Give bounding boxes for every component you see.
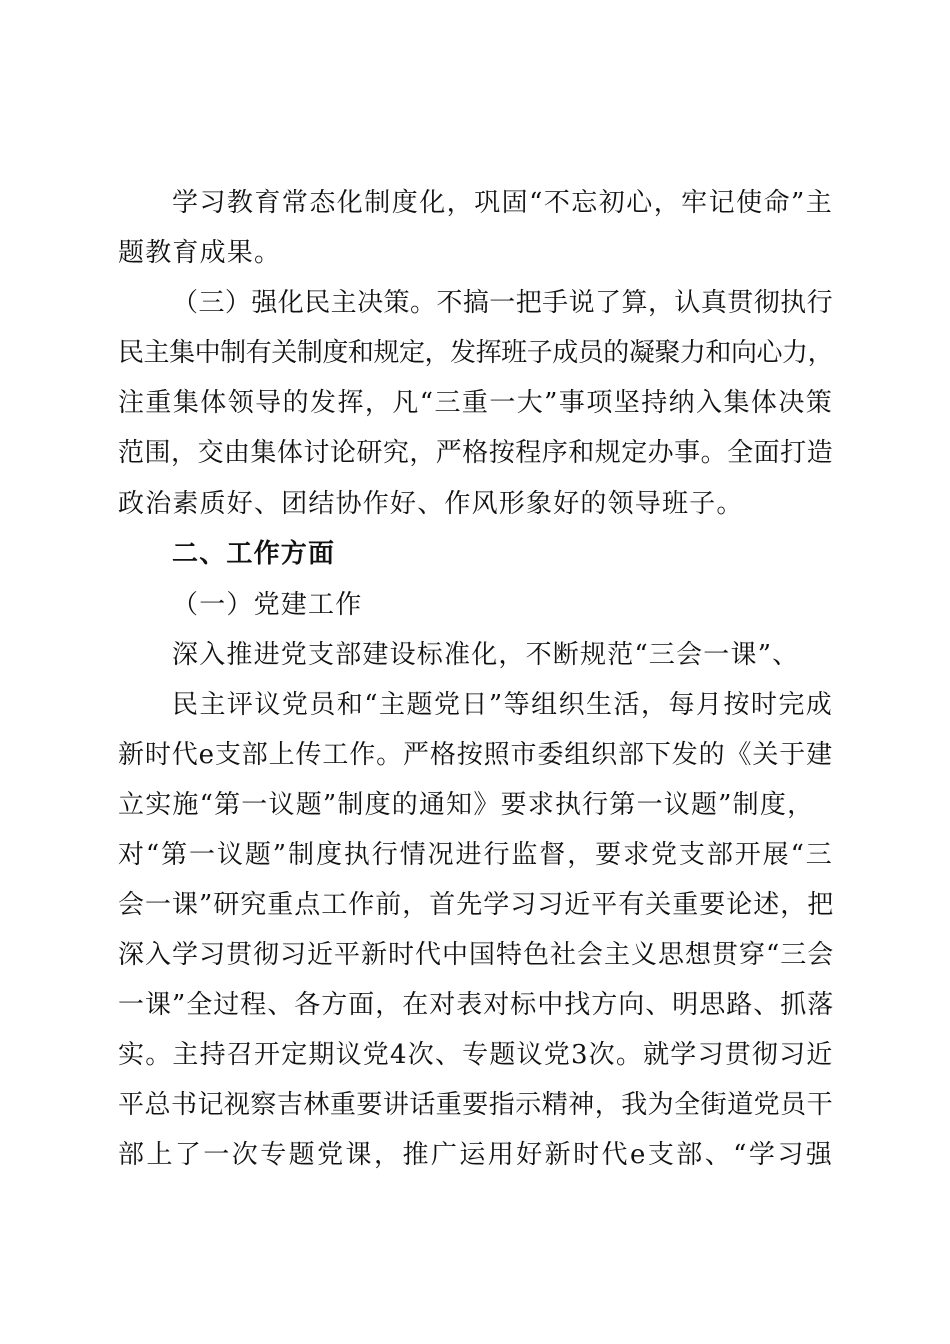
paragraph-line: 政治素质好、团结协作好、作风形象好的领导班子。 <box>118 489 744 519</box>
paragraph-line: 平总书记视察吉林重要讲话重要指示精神，我为全街道党员干 <box>118 1090 833 1120</box>
paragraph-line: 深入推进党支部建设标准化，不断规范“三会一课”、 <box>172 640 800 670</box>
paragraph-line: 范围，交由集体讨论研究，严格按程序和规定办事。全面打造 <box>118 438 833 468</box>
paragraph-line: 部上了一次专题党课，推广运用好新时代e支部、“学习强 <box>118 1140 833 1170</box>
paragraph-line: 民主评议党员和“主题党日”等组织生活，每月按时完成 <box>172 690 833 720</box>
subsection-heading: （一）党建工作 <box>172 590 363 620</box>
paragraph-line: 立实施“第一议题”制度的通知》要求执行第一议题”制度， <box>118 790 815 820</box>
paragraph-line: 深入学习贯彻习近平新时代中国特色社会主义思想贯穿“三会 <box>118 940 835 970</box>
paragraph-line: 对“第一议题”制度执行情况进行监督，要求党支部开展“三 <box>118 840 833 870</box>
paragraph-line: 新时代e支部上传工作。严格按照市委组织部下发的《关于建 <box>118 740 833 770</box>
paragraph-line: 民主集中制有关制度和规定，发挥班子成员的凝聚力和向心力， <box>118 338 833 368</box>
section-subheading-line: （三）强化民主决策。不搞一把手说了算，认真贯彻执行 <box>172 288 833 318</box>
paragraph-line: 题教育成果。 <box>118 238 282 268</box>
paragraph-line: 实。主持召开定期议党4次、专题议党3次。就学习贯彻习近 <box>118 1040 834 1070</box>
paragraph-line: 一课”全过程、各方面，在对表对标中找方向、明思路、抓落 <box>118 990 835 1020</box>
paragraph-line: 学习教育常态化制度化，巩固“不忘初心，牢记使命”主 <box>172 188 833 218</box>
paragraph-line: 注重集体领导的发挥，凡“三重一大”事项坚持纳入集体决策 <box>118 388 833 418</box>
section-heading: 二、工作方面 <box>172 539 336 569</box>
paragraph-line: 会一课”研究重点工作前，首先学习习近平有关重要论述，把 <box>118 890 835 920</box>
